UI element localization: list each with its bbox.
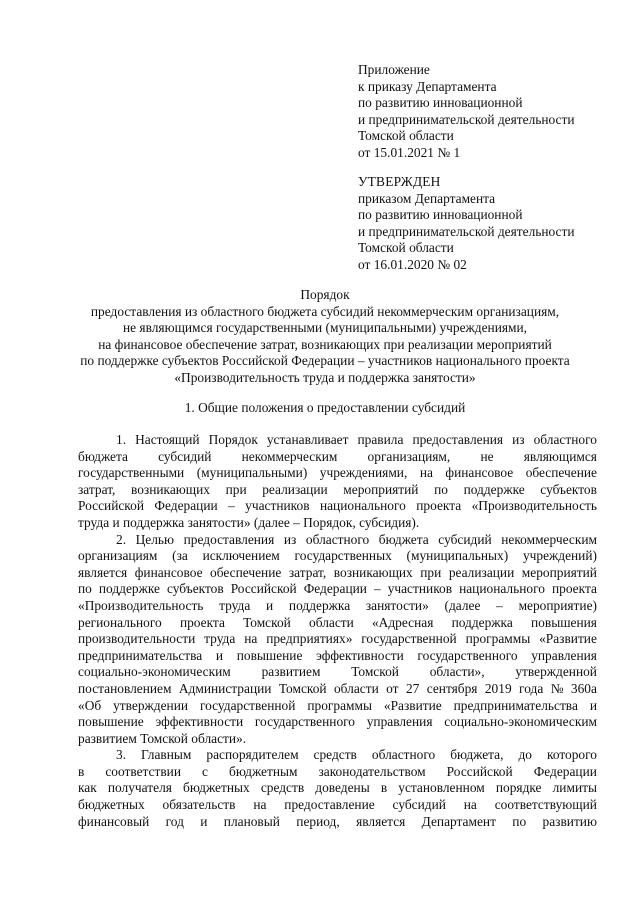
word: мероприятий bbox=[343, 481, 419, 497]
word: повышения bbox=[531, 614, 597, 630]
word: Настоящий bbox=[135, 432, 200, 447]
word: Российской bbox=[78, 498, 144, 514]
word: «Производительность bbox=[78, 597, 204, 613]
word: соответствующий bbox=[494, 797, 597, 813]
word: предприятиях» bbox=[266, 631, 353, 647]
word: из bbox=[512, 432, 525, 447]
word: некоммерческим bbox=[501, 531, 597, 547]
word: является bbox=[78, 564, 128, 580]
word: 2. bbox=[116, 531, 127, 547]
word: развитием bbox=[261, 664, 321, 680]
word: Федерации bbox=[533, 763, 597, 779]
word: государственными bbox=[78, 465, 185, 481]
paragraph bbox=[78, 747, 597, 830]
word: труда bbox=[219, 597, 251, 613]
word: средств bbox=[260, 780, 305, 796]
word: плановый bbox=[223, 813, 280, 829]
paragraph-line bbox=[78, 548, 597, 565]
word: с bbox=[202, 763, 208, 779]
word: Департамент bbox=[421, 813, 496, 829]
approved-line: по развитию инновационной bbox=[358, 207, 523, 223]
word: производительности bbox=[78, 631, 196, 647]
word: программы bbox=[465, 631, 531, 647]
word: Томской bbox=[278, 680, 327, 696]
paragraph-line bbox=[78, 565, 597, 582]
word: 3. bbox=[116, 747, 127, 763]
word: по bbox=[434, 481, 448, 497]
word: регионального bbox=[78, 614, 162, 630]
word: национального bbox=[459, 581, 545, 597]
word: финансовое bbox=[445, 465, 514, 481]
word: затрат, bbox=[288, 564, 327, 580]
word: период, bbox=[296, 813, 340, 829]
word: Администрации bbox=[178, 680, 272, 696]
word: программы bbox=[307, 697, 372, 713]
word: мероприятие) bbox=[518, 597, 597, 613]
word: (муниципальными) bbox=[196, 465, 308, 481]
word: Федерации bbox=[154, 498, 218, 514]
word: финансовый bbox=[78, 813, 150, 829]
word: правила bbox=[357, 432, 404, 447]
paragraph-line bbox=[78, 780, 597, 797]
word: в bbox=[78, 763, 85, 779]
word: поддержке bbox=[98, 581, 160, 597]
appendix-line: по развитию инновационной bbox=[358, 95, 523, 111]
paragraph-line bbox=[78, 532, 597, 549]
word: из bbox=[283, 531, 297, 547]
word: порядке bbox=[495, 780, 542, 796]
paragraph bbox=[78, 432, 597, 532]
paragraph-line bbox=[78, 731, 597, 748]
word: проекта bbox=[416, 498, 462, 514]
word: – bbox=[496, 597, 503, 613]
word: повышение bbox=[236, 647, 303, 663]
word: области», bbox=[429, 664, 485, 680]
word: поддержка bbox=[288, 597, 351, 613]
word: некоммерческим bbox=[241, 448, 338, 464]
word: управления bbox=[531, 647, 597, 663]
word: 1. bbox=[116, 432, 127, 447]
word: год bbox=[165, 813, 184, 829]
line-text: труда и поддержка занятости» (далее – Порядок, субсидия). bbox=[78, 514, 420, 530]
word: предоставления bbox=[183, 531, 275, 547]
word: и bbox=[215, 647, 224, 663]
paragraph-line bbox=[78, 664, 597, 681]
word: финансовое bbox=[134, 564, 203, 580]
appendix-line: от 15.01.2021 № 1 bbox=[358, 144, 461, 160]
word: государственной bbox=[199, 697, 296, 713]
word: утверждении bbox=[113, 697, 189, 713]
word: повышение bbox=[78, 714, 144, 730]
paragraph-line bbox=[78, 449, 597, 466]
word: на bbox=[244, 631, 258, 647]
word: проекта bbox=[551, 581, 597, 597]
paragraph-line bbox=[78, 615, 597, 632]
word: (муниципальных) bbox=[406, 548, 509, 564]
word: 27 bbox=[405, 680, 420, 696]
word: затрат, bbox=[78, 481, 116, 497]
word: года bbox=[519, 680, 544, 696]
word: труда bbox=[204, 631, 236, 647]
word: субсидий bbox=[392, 797, 446, 813]
word: национального bbox=[319, 498, 406, 514]
word: субсидий bbox=[438, 531, 492, 547]
word: области bbox=[309, 614, 354, 630]
word: Главным bbox=[141, 747, 192, 763]
paragraph-line bbox=[78, 698, 597, 715]
word: на bbox=[253, 797, 267, 813]
section-heading: 1. Общие положения о предоставлении субсидий bbox=[184, 400, 466, 415]
word: доведены bbox=[315, 780, 370, 796]
title-line: «Производительность труда и поддержка занятости» bbox=[174, 369, 476, 385]
word: не bbox=[480, 448, 494, 464]
paragraph-line bbox=[78, 465, 597, 482]
word: Целью bbox=[135, 531, 175, 547]
word: области bbox=[333, 680, 379, 696]
section-heading-block bbox=[40, 400, 610, 417]
title-line: предоставления из областного бюджета субсидий некоммерческим организациям, bbox=[90, 303, 560, 319]
word: получателя bbox=[107, 780, 172, 796]
word: бюджетных bbox=[183, 780, 250, 796]
word: субсидий bbox=[158, 448, 212, 464]
paragraph-line bbox=[78, 581, 597, 598]
word: возникающих bbox=[333, 564, 413, 580]
word: – bbox=[373, 581, 381, 597]
paragraph bbox=[78, 532, 597, 748]
title-line: не являющимся государственными (муниципальными) учреждениями, bbox=[122, 320, 528, 336]
paragraph-line bbox=[78, 814, 597, 831]
word: «Об bbox=[78, 697, 102, 713]
word: проекта bbox=[179, 614, 225, 630]
word: которого bbox=[547, 747, 597, 763]
word: реализации bbox=[262, 481, 328, 497]
word: предпринимательства bbox=[78, 647, 203, 663]
word: социально-экономическим bbox=[78, 664, 231, 680]
word: предоставление bbox=[284, 797, 375, 813]
word: бюджета bbox=[78, 448, 128, 464]
word: 360а bbox=[570, 680, 597, 696]
word: участников bbox=[387, 581, 453, 597]
word: областного bbox=[371, 747, 436, 763]
word: при bbox=[420, 564, 442, 580]
word: бюджетных bbox=[78, 797, 145, 813]
word: Томской bbox=[243, 614, 291, 630]
word: от bbox=[386, 680, 399, 696]
document-title bbox=[40, 287, 610, 387]
word: Федерации bbox=[303, 581, 367, 597]
approved-line: и предпринимательской деятельности bbox=[358, 223, 575, 239]
word: Порядок bbox=[208, 432, 258, 447]
title-line: Порядок bbox=[300, 287, 350, 302]
paragraph-line bbox=[78, 764, 597, 781]
word: «Развитие bbox=[383, 697, 442, 713]
word: развитию bbox=[542, 813, 597, 829]
word: являющимся bbox=[523, 448, 597, 464]
approved-block bbox=[358, 174, 575, 274]
word: государственных bbox=[294, 548, 392, 564]
word: субъектов bbox=[167, 581, 224, 597]
word: соответствии bbox=[105, 763, 182, 779]
paragraph-line bbox=[78, 797, 597, 814]
approved-line: приказом Департамента bbox=[358, 190, 496, 206]
word: «Адресная bbox=[371, 614, 434, 630]
word: Российской bbox=[230, 581, 297, 597]
word: по bbox=[512, 813, 527, 829]
appendix-line: Приложение bbox=[358, 62, 430, 77]
word: бюджетным bbox=[229, 763, 298, 779]
appendix-block bbox=[358, 62, 575, 162]
word: эффективности bbox=[316, 647, 404, 663]
word: и bbox=[589, 697, 597, 713]
approved-line: от 16.01.2020 № 02 bbox=[358, 256, 467, 272]
paragraph-line bbox=[78, 515, 597, 532]
paragraph-line bbox=[78, 598, 597, 615]
word: исключением bbox=[202, 548, 280, 564]
paragraph-line bbox=[78, 498, 597, 515]
word: «Развитие bbox=[539, 631, 597, 647]
word: учреждениями, bbox=[319, 465, 408, 481]
approved-heading: УТВЕРЖДЕН bbox=[358, 174, 441, 189]
word: областного bbox=[305, 531, 370, 547]
word: 2019 bbox=[484, 680, 512, 696]
word: учреждений) bbox=[522, 548, 597, 564]
paragraph-line bbox=[78, 714, 597, 731]
word: в bbox=[380, 780, 388, 796]
word: государственного bbox=[417, 647, 518, 663]
word: организациям bbox=[78, 548, 158, 564]
word: по bbox=[78, 581, 92, 597]
word: является bbox=[356, 813, 406, 829]
word: обеспечение bbox=[210, 564, 282, 580]
word: и bbox=[266, 597, 274, 613]
word: утвержденной bbox=[515, 664, 597, 680]
word: (далее bbox=[444, 597, 481, 613]
word: средств bbox=[313, 747, 357, 763]
word: бюджета bbox=[378, 531, 429, 547]
word: № bbox=[550, 680, 564, 696]
word: занятости» bbox=[365, 597, 429, 613]
title-line: по поддержке субъектов Российской Федерации – участников национального проекта bbox=[80, 353, 570, 369]
document-body bbox=[78, 432, 597, 830]
word: и bbox=[200, 813, 208, 829]
appendix-line: Томской области bbox=[358, 128, 454, 144]
word: управления bbox=[366, 714, 433, 730]
word: бюджета, bbox=[450, 747, 504, 763]
line-text: развитием Томской области». bbox=[78, 730, 247, 746]
word: постановлением bbox=[78, 680, 172, 696]
word: государственного bbox=[254, 714, 355, 730]
word: установленном bbox=[398, 780, 485, 796]
word: лимиты bbox=[552, 780, 597, 796]
paragraph-line bbox=[78, 631, 597, 648]
word: участников bbox=[245, 498, 310, 514]
word: – bbox=[228, 498, 235, 514]
word: на bbox=[463, 797, 477, 813]
word: реализации bbox=[448, 564, 515, 580]
word: социально-экономическим bbox=[444, 714, 597, 730]
approved-line: Томской области bbox=[358, 240, 454, 256]
word: организациям, bbox=[367, 448, 451, 464]
appendix-line: к приказу Департамента bbox=[358, 78, 497, 94]
word: обязательств bbox=[162, 797, 236, 813]
word: устанавливает bbox=[266, 432, 349, 447]
word: предоставления bbox=[412, 432, 504, 447]
paragraph-line bbox=[78, 747, 597, 764]
word: эффективности bbox=[155, 714, 244, 730]
word: государственной bbox=[361, 631, 457, 647]
word: до bbox=[518, 747, 532, 763]
word: предпринимательства bbox=[453, 697, 578, 713]
word: как bbox=[78, 780, 97, 796]
paragraph-line bbox=[78, 681, 597, 698]
word: сентября bbox=[426, 680, 478, 696]
word: при bbox=[225, 481, 247, 497]
word: возникающих bbox=[131, 481, 210, 497]
word: (за bbox=[172, 548, 188, 564]
paragraph-line bbox=[78, 482, 597, 499]
word: Российской bbox=[446, 763, 513, 779]
word: Томской bbox=[351, 664, 399, 680]
paragraph-line bbox=[78, 648, 597, 665]
word: на bbox=[419, 465, 433, 481]
word: поддержке bbox=[463, 481, 525, 497]
word: законодательством bbox=[318, 763, 426, 779]
word: субъектов bbox=[540, 481, 597, 497]
word: поддержка bbox=[451, 614, 513, 630]
word: мероприятий bbox=[521, 564, 597, 580]
word: областного bbox=[533, 432, 597, 447]
paragraph-line bbox=[78, 432, 597, 449]
word: распорядителем bbox=[206, 747, 299, 763]
word: «Производительность bbox=[471, 498, 597, 514]
title-line: на финансовое обеспечение затрат, возникающих при реализации мероприятий bbox=[98, 336, 552, 352]
word: обеспечение bbox=[525, 465, 597, 481]
appendix-line: и предпринимательской деятельности bbox=[358, 111, 575, 127]
